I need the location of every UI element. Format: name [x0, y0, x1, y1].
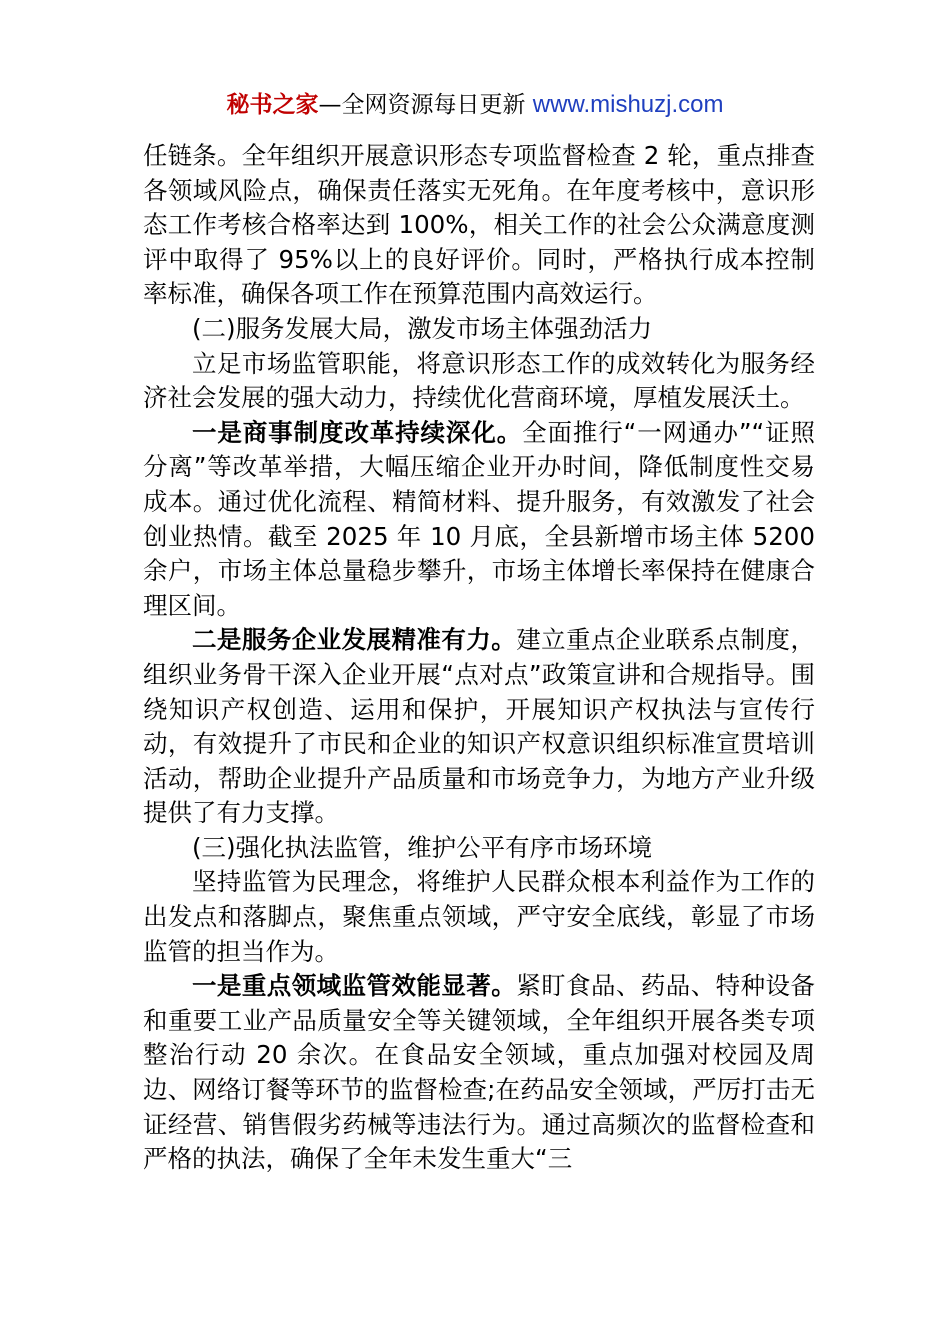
paragraph: [143, 865, 815, 969]
paragraph-text: 全面推行“一网通办”“证照分离”等改革举措，大幅压缩企业开办时间，降低制度性交易成本。通过优化流程、精简材料、提升服务，有效激发了社会创业热情。截至 2025 年 10 月底，全县新增市场主体 5200 余户，市场主体总量稳步攀升，市场主体增长率保持在健康合理区间。: [143, 417, 816, 620]
paragraph-with-lead: [143, 969, 815, 1177]
paragraph-text: 建立重点企业联系点制度，组织业务骨干深入企业开展“点对点”政策宣讲和合规指导。围绕知识产权创造、运用和保护，开展知识产权执法与宣传行动，有效提升了市民和企业的知识产权意识组织标准宣贯培训活动，帮助企业提升产品质量和市场竞争力，为地方产业升级提供了有力支撑。: [143, 625, 815, 828]
paragraph-with-lead: [143, 623, 815, 831]
paragraph-lead: 一是重点领域监管效能显著。: [192, 971, 517, 1001]
section-heading-text: (二)服务发展大局，激发市场主体强劲活力: [192, 313, 653, 343]
site-url-link[interactable]: www.mishuzj.com: [532, 91, 724, 118]
paragraph-lead: 一是商事制度改革持续深化。: [192, 417, 523, 447]
site-tagline: —全网资源每日更新: [318, 92, 533, 118]
section-heading-text: (三)强化执法监管，维护公平有序市场环境: [192, 832, 653, 862]
paragraph-lead: 二是服务企业发展精准有力。: [192, 625, 517, 655]
paragraph-text: 坚持监管为民理念，将维护人民群众根本利益作为工作的出发点和落脚点，聚焦重点领域，严守安全底线，彰显了市场监管的担当作为。: [143, 867, 815, 966]
section-heading: [143, 312, 815, 347]
document-body: [143, 139, 815, 1177]
paragraph-text: 立足市场监管职能，将意识形态工作的成效转化为服务经济社会发展的强大动力，持续优化营商环境，厚植发展沃土。: [143, 348, 815, 413]
site-header: [0, 88, 950, 122]
paragraph-text: 任链条。全年组织开展意识形态专项监督检查 2 轮，重点排查各领域风险点，确保责任落实无死角。在年度考核中，意识形态工作考核合格率达到 100%，相关工作的社会公众满意度测评中取得了 95%以上的良好评价。同时，严格执行成本控制率标准，确保各项工作在预算范围内高效运行。: [143, 141, 815, 309]
paragraph-with-lead: [143, 416, 815, 624]
site-brand: 秘书之家: [226, 92, 319, 118]
section-heading: [143, 831, 815, 866]
paragraph-text: 紧盯食品、药品、特种设备和重要工业产品质量安全等关键领域，全年组织开展各类专项整治行动 20 余次。在食品安全领域，重点加强对校园及周边、网络订餐等环节的监督检查;在药品安全领域，严厉打击无证经营、销售假劣药械等违法行为。通过高频次的监督检查和严格的执法，确保了全年未发生重大“三: [143, 971, 815, 1174]
paragraph-continuation: [143, 139, 815, 312]
paragraph: [143, 347, 815, 416]
